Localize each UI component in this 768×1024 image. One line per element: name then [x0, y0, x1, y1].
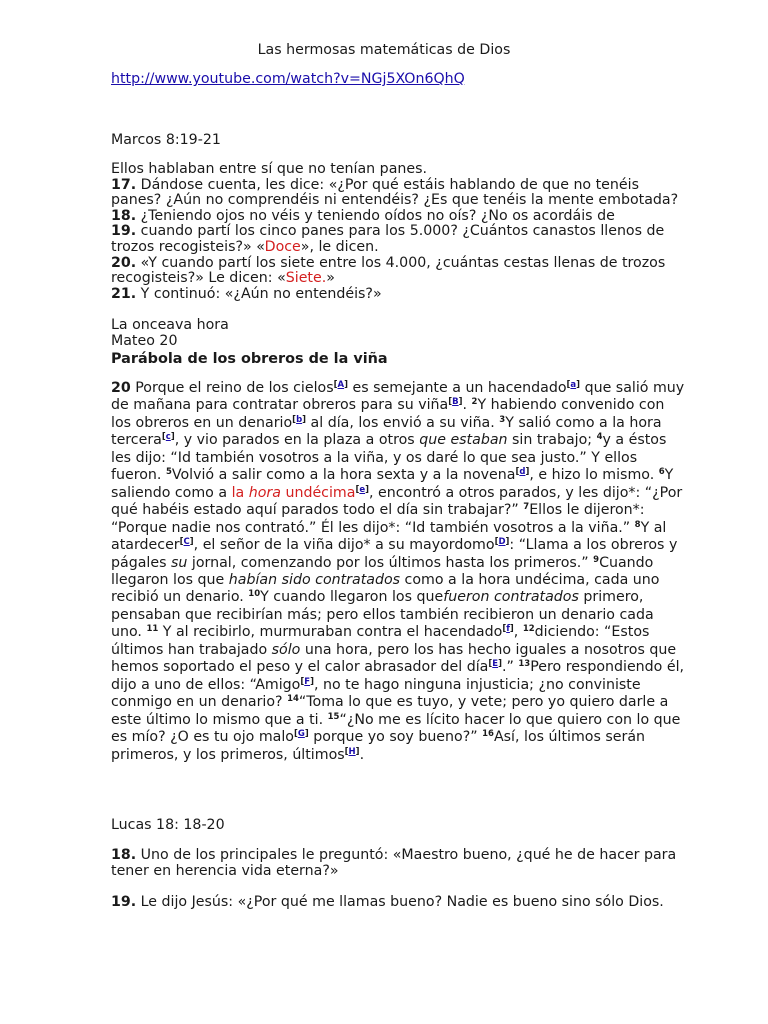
- footnote-link[interactable]: [a]: [566, 380, 581, 390]
- passage-line: atardecer[C], el señor de la viña dijo* a su mayordomo[D]: “Llama a los obreros y: [111, 537, 678, 554]
- footnote-link[interactable]: [A]: [333, 380, 348, 390]
- verse-number: 15: [327, 711, 340, 722]
- highlight-hora-undecima: la hora undécima: [231, 484, 356, 501]
- highlight-doce: Doce: [264, 238, 301, 255]
- verse-number: 8: [634, 519, 641, 530]
- footnote-link[interactable]: [f]: [502, 624, 514, 635]
- passage-line: hemos soportado el peso y el calor abrasador del día[E].” $^{13}$Pero respondiendo él,: [111, 659, 685, 676]
- passage-line: 20 Porque el reino de los cielos[A] es semejante a un hacendado[a] que salió muy: [111, 380, 685, 396]
- verse-number: 10: [248, 589, 261, 600]
- passage-line: conmigo en un denario? $^{14}$“Toma lo que es tuyo, y vete; pero yo quiero darle a: [111, 694, 669, 711]
- passage-line: fueron. $^5$Volvió a salir como a la hora sexta y a la novena[d], e hizo lo mismo. $^6$Y: [111, 467, 674, 484]
- verse-number: 17.: [111, 176, 137, 193]
- verse-19-cont: trozos recogisteis?» «Doce», le dicen.: [111, 238, 379, 255]
- mateo-subtitle: La onceava hora: [111, 317, 229, 333]
- passage-line: qué habéis estado aquí parados todo el día sin trabajar?” $^7$Ellos le dijeron*:: [111, 502, 645, 519]
- document-title: Las hermosas matemáticas de Dios: [257, 42, 511, 58]
- passage-line: es mío? ¿O es tu ojo malo[G] porque yo soy bueno?” $^{16}$Así, los últimos serán: [111, 729, 646, 746]
- youtube-link[interactable]: http://www.youtube.com/watch?v=NGj5XOn6QhQ: [111, 71, 465, 87]
- verse-number: 19.: [111, 223, 137, 240]
- verse-18: 18. ¿Teniendo ojos no véis y teniendo oídos no oís? ¿No os acordáis de: [111, 207, 615, 224]
- verse-number: 2: [471, 397, 478, 408]
- verse-21: 21. Y continuó: «¿Aún no entendéis?»: [111, 285, 382, 302]
- passage-line: últimos han trabajado sólo una hora, pero los has hecho iguales a nosotros que: [111, 641, 677, 658]
- verse-20: 20. «Y cuando partí los siete entre los 4.000, ¿cuántas cestas llenas de trozos: [111, 254, 666, 271]
- mateo-reference: Mateo 20: [111, 332, 178, 349]
- passage-line: recibió un denario. $^{10}$Y cuando llegaron los quefueron contratados primero,: [111, 589, 644, 606]
- passage-line: les dijo: “Id también vosotros a la viña, y os daré lo que sea justo.” Y ellos: [111, 449, 638, 466]
- verse-number: 13: [518, 659, 531, 670]
- passage-line: “Porque nadie nos contrató.” Él les dijo*: “Id también vosotros a la viña.” $^8$Y al: [111, 519, 667, 536]
- marcos-reference: Marcos 8:19-21: [111, 132, 221, 148]
- passage-line: de mañana para contratar obreros para su viña[B]. $^2$Y habiendo convenido con: [111, 397, 665, 414]
- footnote-link[interactable]: [c]: [161, 432, 175, 443]
- verse-number: 9: [593, 554, 600, 565]
- passage-line: pensaban que recibirían más; pero ellos también recibieron un denario cada: [111, 606, 654, 623]
- verse-number: 20.: [111, 254, 137, 271]
- passage-line: págales su jornal, comenzando por los últimos hasta los primeros.” $^9$Cuando: [111, 554, 654, 571]
- verse-number: 7: [523, 502, 530, 513]
- verse-number: 18.: [111, 207, 137, 224]
- footnote-link[interactable]: [H]: [344, 746, 360, 757]
- verse-number: 19.: [111, 894, 137, 910]
- chapter-number: 20: [111, 380, 131, 396]
- footnote-link[interactable]: [F]: [300, 676, 314, 687]
- verse-20-cont: recogisteis?» Le dicen: «Siete.»: [111, 270, 335, 287]
- marcos-section: [111, 133, 711, 149]
- footnote-link[interactable]: [D]: [494, 537, 510, 548]
- passage-line: dijo a uno de ellos: “Amigo[F], no te hago ninguna injusticia; ¿no conviniste: [111, 676, 641, 693]
- footnote-link[interactable]: [d]: [515, 467, 530, 478]
- footnote-link[interactable]: [C]: [179, 537, 194, 548]
- parable-heading: Parábola de los obreros de la viña: [111, 351, 388, 368]
- verse-number: 3: [499, 414, 506, 425]
- passage-line: llegaron los que habían sido contratados como a la hora undécima, cada uno: [111, 571, 660, 588]
- passage-line: saliendo como a la hora undécima[e], encontró a otros parados, y les dijo*: “¿Por: [111, 484, 683, 501]
- lucas-reference: Lucas 18: 18-20: [111, 817, 225, 833]
- verse-number: 18.: [111, 847, 137, 863]
- verse-number: 16: [482, 729, 494, 740]
- verse-17: 17. Dándose cuenta, les dice: «¿Por qué estáis hablando de que no tenéis: [111, 176, 639, 193]
- footnote-link[interactable]: [e]: [355, 484, 369, 495]
- verse-number: 11: [146, 624, 159, 635]
- footnote-link[interactable]: [b]: [292, 414, 307, 425]
- mateo-header: [111, 318, 711, 368]
- verse-number: 14: [287, 694, 299, 705]
- verse-19: 19. cuando partí los cinco panes para los 5.000? ¿Cuántos canastos llenos de: [111, 223, 665, 240]
- footnote-link[interactable]: [E]: [488, 659, 502, 670]
- passage-line: este último lo mismo que a ti. $^{15}$“¿No me es lícito hacer lo que quiero con lo que: [111, 711, 681, 728]
- verse-number: 4: [596, 432, 603, 443]
- passage-line: los obreros en un denario[b] al día, los envió a su viña. $^3$Y salió como a la hora: [111, 414, 662, 431]
- passage-line: primeros, y los primeros, últimos[H].: [111, 746, 365, 763]
- marcos-intro: Ellos hablaban entre sí que no tenían panes.: [111, 161, 428, 177]
- verse-number: 6: [658, 467, 665, 478]
- highlight-siete: Siete.: [285, 270, 327, 287]
- marcos-passage: [111, 162, 711, 302]
- lucas-section: [111, 818, 711, 834]
- mateo-passage: [111, 380, 751, 764]
- lucas-verse-19: 19. Le dijo Jesús: «¿Por qué me llamas bueno? Nadie es bueno sino sólo Dios.: [111, 894, 664, 910]
- passage-line: uno. $^{11}$ Y al recibirlo, murmuraban contra el hacendado[f], $^{12}$diciendo: “Estos: [111, 624, 650, 641]
- passage-line: tercera[c], y vio parados en la plaza a otros que estaban sin trabajo; $^4$y a éstos: [111, 432, 667, 449]
- verse-number: 21.: [111, 285, 137, 302]
- footnote-link[interactable]: [G]: [293, 729, 309, 740]
- verse-number: 5: [165, 467, 172, 478]
- footnote-link[interactable]: [B]: [448, 397, 463, 408]
- lucas-verse-18: 18. Uno de los principales le preguntó: «Maestro bueno, ¿qué he de hacer para tener en herencia vida eterna?»: [111, 847, 677, 879]
- verse-number: 12: [522, 624, 535, 635]
- verse-17-cont: panes? ¿Aún no comprendéis ni entendéis? ¿Es que tenéis la mente embotada?: [111, 192, 679, 209]
